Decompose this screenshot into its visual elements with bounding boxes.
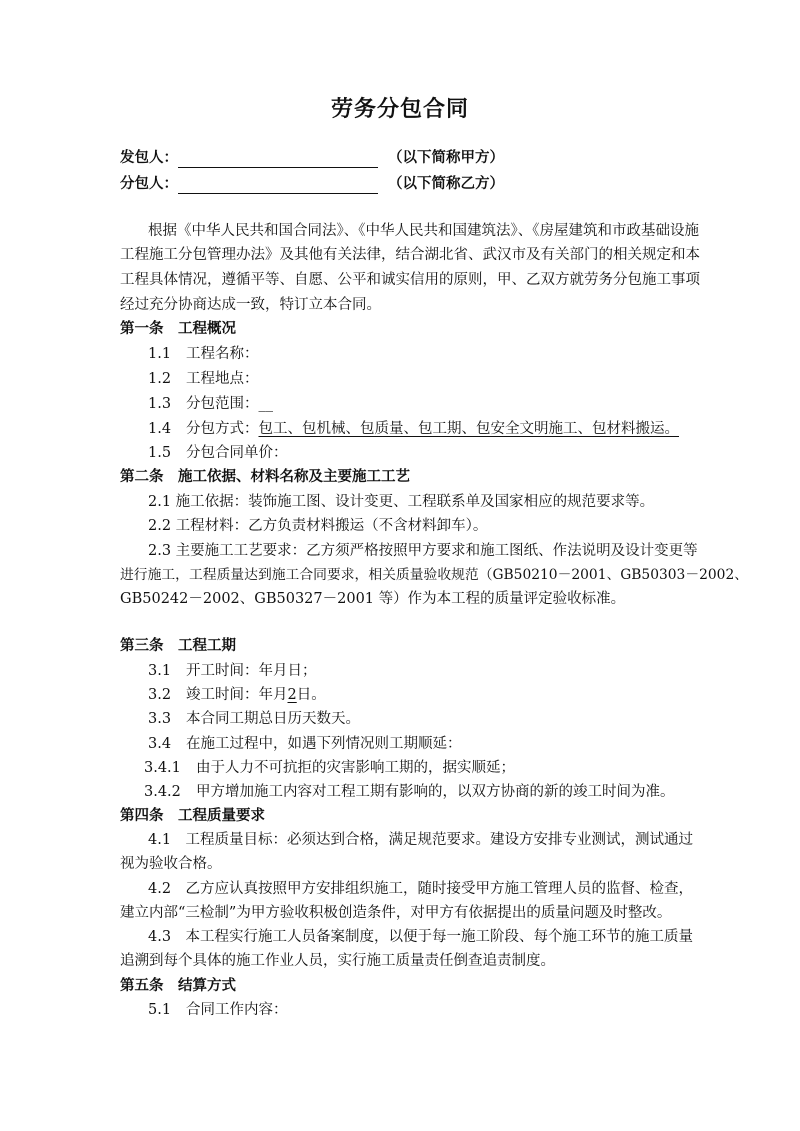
clause-fill: 2 [287, 687, 297, 703]
clause-item [148, 344, 259, 364]
clause-number: 3.4.2 [144, 784, 181, 800]
body-line: 4.3 本工程实行施工人员备案制度，以便于每一施工阶段、每个施工环节的施工质量 [148, 929, 694, 945]
article-heading: 第一条 工程概况 [120, 321, 236, 337]
clause-number: 1.4 [148, 421, 172, 437]
clause-text: 开工时间：年月日； [186, 663, 317, 679]
clause-item [148, 709, 360, 729]
party-label: 发包人： [120, 150, 178, 166]
body-line: GB50242－2002、GB50327－2001 等）作为本工程的质量评定验收标准。 [120, 591, 626, 607]
party-note: （以下简称甲方） [388, 150, 504, 166]
document-title: 劳务分包合同 [330, 97, 469, 122]
clause-number: 1.5 [148, 445, 172, 461]
clause-item [148, 734, 462, 754]
body-line: 2.1 施工依据：装饰施工图、设计变更、工程联系单及国家相应的规范要求等。 [148, 494, 655, 510]
clause-item [148, 419, 679, 439]
clause-number: 1.2 [148, 371, 172, 387]
clause-text-after: 日。 [296, 687, 326, 703]
body-line: 2.3 主要施工工艺要求：乙方须严格按照甲方要求和施工图纸、作法说明及设计变更等 [148, 543, 698, 559]
clause-number: 3.4.1 [144, 760, 181, 776]
clause-text: 分包合同单价： [186, 445, 288, 461]
body-line: 进行施工，工程质量达到施工合同要求，相关质量验收规范（GB50210－2001、GB50303－2002、 [120, 567, 749, 583]
clause-number: 3.1 [148, 663, 172, 679]
clause-text: 工程名称： [186, 346, 259, 362]
clause-number: 3.2 [148, 687, 172, 703]
clause-text: 竣工时间：年月 [186, 687, 288, 703]
clause-number: 1.1 [148, 346, 172, 362]
intro-line: 经过充分协商达成一致，特订立本合同。 [120, 297, 381, 313]
party-subcontractor [120, 174, 378, 194]
clause-item [148, 369, 259, 389]
clause-item [148, 661, 317, 681]
clause-text: 本合同工期总日历天数天。 [186, 711, 360, 727]
clause-text: 分包范围： [186, 396, 259, 412]
subcontractor-blank-field[interactable] [178, 175, 378, 194]
article-heading: 第三条 工程工期 [120, 638, 236, 654]
party-label: 分包人： [120, 176, 178, 192]
clause-number: 5.1 [148, 1002, 172, 1018]
clause-item [144, 782, 675, 802]
intro-line: 工程具体情况，遵循平等、自愿、公平和诚实信用的原则，甲、乙双方就劳务分包施工事项 [120, 272, 700, 288]
body-line: 建立内部“三检制”为甲方验收积极创造条件，对甲方有依据提出的质量问题及时整改。 [120, 905, 672, 921]
clause-text: 由于人力不可抗拒的灾害影响工期的，据实顺延； [196, 760, 515, 776]
clause-item [148, 443, 288, 463]
body-line: 2.2 工程材料：乙方负责材料搬运（不含材料卸车）。 [148, 518, 488, 534]
body-line: 4.1 工程质量目标：必须达到合格，满足规范要求。建设方安排专业测试，测试通过 [148, 832, 694, 848]
clause-text: 分包方式： [186, 421, 259, 437]
clause-number: 1.3 [148, 396, 172, 412]
body-line: 视为验收合格。 [120, 856, 222, 872]
body-line: 4.2 乙方应认真按照甲方安排组织施工，随时接受甲方施工管理人员的监督、检查， [148, 881, 694, 897]
employer-blank-field[interactable] [178, 149, 378, 168]
clause-text: 合同工作内容： [186, 1002, 288, 1018]
body-line: 追溯到每个具体的施工作业人员，实行施工质量责任倒查追责制度。 [120, 953, 555, 969]
clause-number: 3.3 [148, 711, 172, 727]
clause-text: 在施工过程中，如遇下列情况则工期顺延： [186, 736, 462, 752]
clause-item [148, 394, 273, 414]
clause-fill: __ [258, 396, 273, 412]
clause-number: 3.4 [148, 736, 172, 752]
party-note: （以下简称乙方） [388, 176, 504, 192]
article-heading: 第五条 结算方式 [120, 978, 236, 994]
intro-line: 根据《中华人民共和国合同法》、《中华人民共和国建筑法》、《房屋建筑和市政基础设施 [148, 223, 699, 239]
party-employer [120, 148, 378, 168]
clause-item [148, 685, 326, 705]
article-heading: 第四条 工程质量要求 [120, 808, 265, 824]
clause-fill: 包工、包机械、包质量、包工期、包安全文明施工、包材料搬运。 [258, 421, 679, 437]
clause-text: 工程地点： [186, 371, 259, 387]
intro-line: 工程施工分包管理办法》及其他有关法律，结合湖北省、武汉市及有关部门的相关规定和本 [120, 247, 700, 263]
clause-item [148, 1000, 288, 1020]
clause-item [144, 758, 515, 778]
clause-text: 甲方增加施工内容对工程工期有影响的，以双方协商的新的竣工时间为准。 [196, 784, 675, 800]
article-heading: 第二条 施工依据、材料名称及主要施工工艺 [120, 469, 410, 485]
